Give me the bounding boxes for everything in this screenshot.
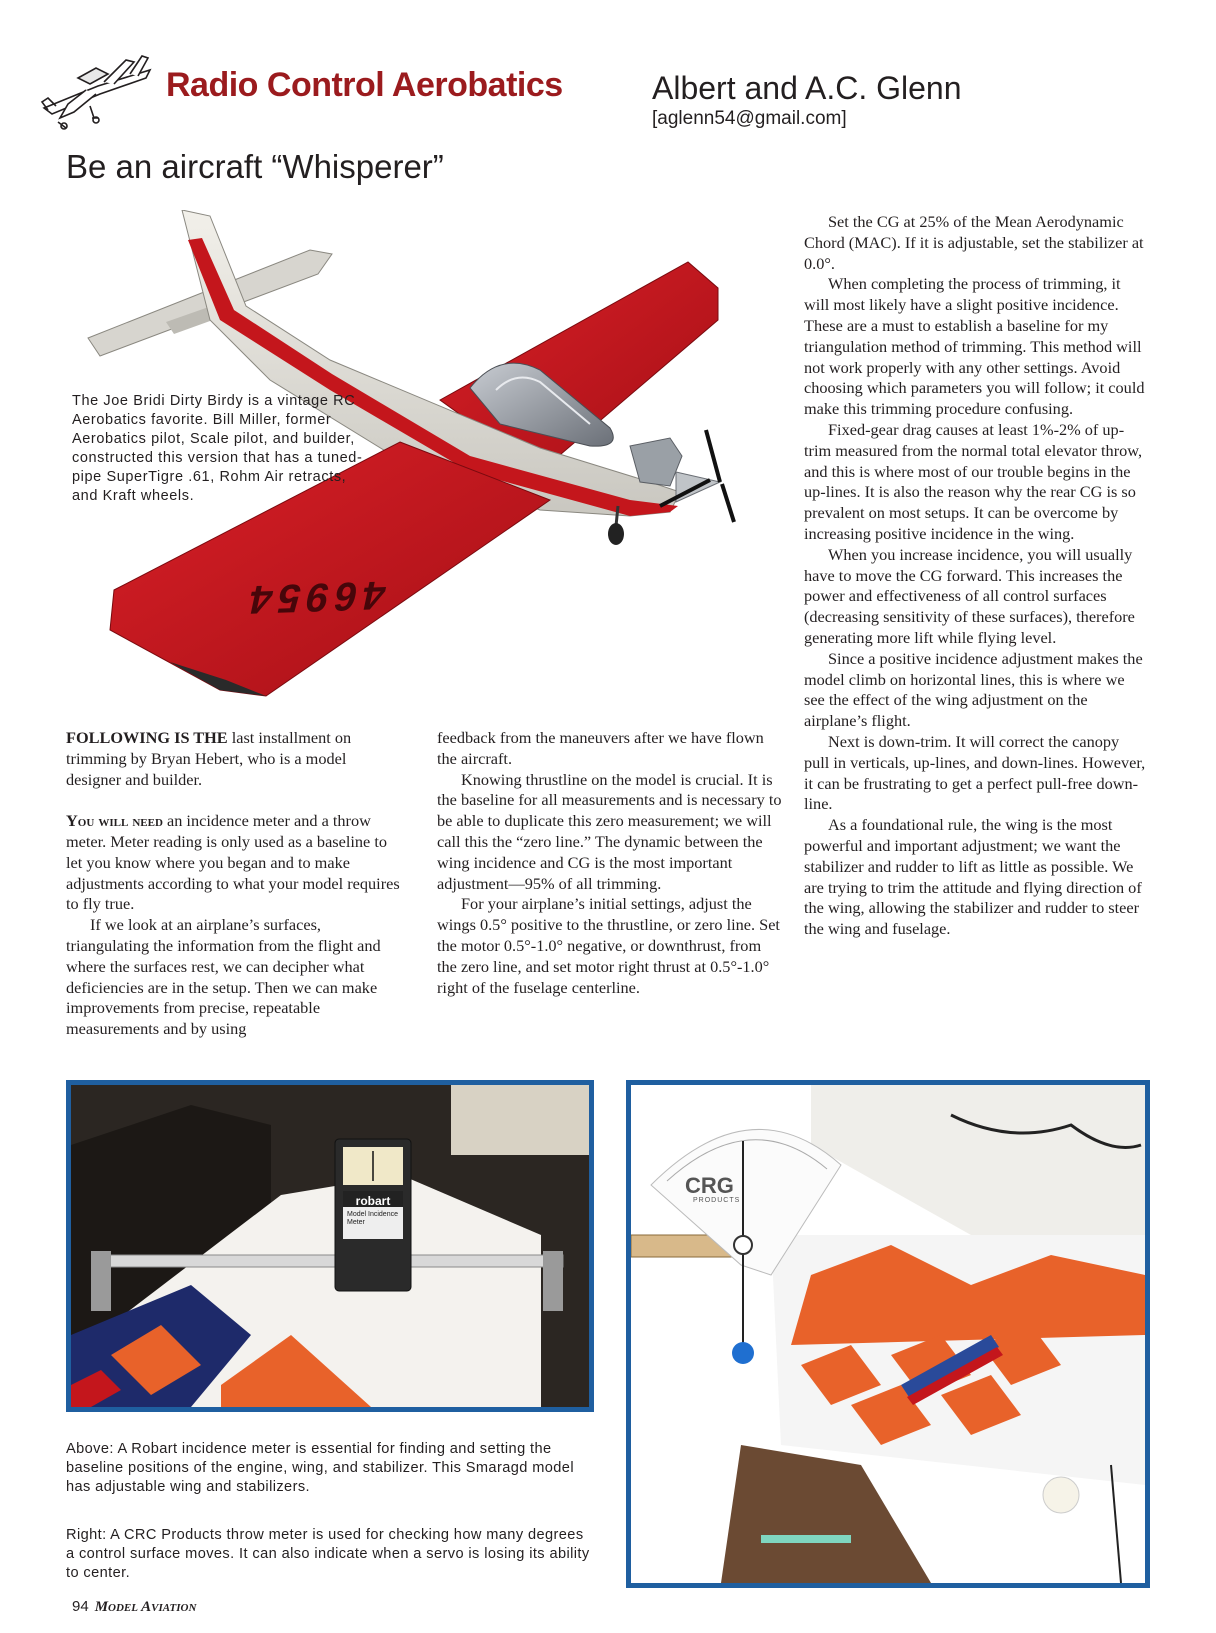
paragraph: If we look at an airplane’s surfaces, triangulating the information from the flight and where the surfaces rest, we can decipher what deficiencies are in the setup. Then we can make improvements from precise, repeatable measurements and by using: [66, 915, 381, 1039]
photo-caption-above: Above: A Robart incidence meter is essential for finding and setting the baseline positions of the engine, wing, and stabilizer. This Smaragd model has adjustable wing and stabilizers.: [66, 1441, 574, 1495]
paragraph: Next is down-trim. It will correct the canopy pull in verticals, up-lines, and down-lines. However, it can be frustrating to get a perfect pull-free down-line.: [804, 731, 1146, 814]
paragraph: For your airplane’s initial settings, adjust the wings 0.5° positive to the thrustline, or zero line. Set the motor 0.5°-1.0° negative, or downthrust, from the zero line, and set motor right thrust at 0.5°-1.0° right of the fuselage centerline.: [437, 894, 780, 997]
page-footer: [72, 1598, 196, 1616]
run-in-lead: FOLLOWING IS THE: [66, 728, 228, 747]
meter-brand-label: robart: [355, 1194, 391, 1208]
hero-photo-caption: The Joe Bridi Dirty Birdy is a vintage RC Aerobatics favorite. Bill Miller, former Aerobatics pilot, Scale pilot, and builder, constructed this version that has a tuned-pipe SuperTigre .61, Rohm Air retracts, and Kraft wheels.: [72, 393, 363, 504]
crc-throw-meter-photo: [626, 1080, 1150, 1588]
page-number: 94: [72, 1598, 89, 1615]
wing-tail-number: 46954: [239, 572, 390, 622]
paragraph: FOLLOWING IS THE last installment on trimming by Bryan Hebert, who is a model designer and builder.: [66, 728, 352, 789]
gauge-brand-label: CRG: [685, 1173, 734, 1198]
paragraph: Since a positive incidence adjustment makes the model climb on horizontal lines, this is where we see the effect of the wing adjustment on the airplane’s flight.: [804, 648, 1143, 731]
paragraph: Fixed-gear drag causes at least 1%-2% of up-trim measured from the normal total elevator throw, and this is where most of our trouble begins in the up-lines. It is also the reason why the rear CG is so prevalent on most setups. It can be overcome by increasing positive incidence in the wing.: [804, 419, 1143, 543]
photo-caption-right: Right: A CRC Products throw meter is used for checking how many degrees a control surface moves. It can also indicate when a servo is losing its ability to center.: [66, 1527, 590, 1581]
paragraph: Set the CG at 25% of the Mean Aerodynamic Chord (MAC). If it is adjustable, set the stabilizer at 0.0°.: [804, 212, 1144, 273]
magazine-name: Model Aviation: [94, 1599, 197, 1615]
gauge-sub-label: PRODUCTS: [693, 1197, 741, 1204]
robart-meter-photo: [66, 1080, 594, 1412]
meter-type-label: Model Incidence Meter: [347, 1211, 398, 1226]
throw-meter-image: [631, 1085, 1145, 1583]
paragraph: feedback from the maneuvers after we have flown the aircraft.: [437, 728, 764, 768]
author-names: Albert and A.C. Glenn: [652, 70, 962, 106]
paragraph: You will need an incidence meter and a throw meter. Meter reading is only used as a baseline to let you know where you began and to make adjustments according to what your model requires to fly true.: [66, 811, 400, 914]
article-column-2: [437, 728, 782, 998]
robart-meter-image: [71, 1085, 589, 1407]
article-column-1: [66, 728, 404, 1040]
article-headline: Be an aircraft “Whisperer”: [66, 148, 444, 185]
author-email[interactable]: [aglenn54@gmail.com]: [652, 108, 847, 129]
paragraph: Knowing thrustline on the model is crucial. It is the baseline for all measurements and is necessary to be able to duplicate this zero measurement; we will call this the “zero line.” The dynamic between the wing incidence and CG is the most important adjustment—95% of all trimming.: [437, 769, 782, 893]
article-column-3: [804, 212, 1148, 940]
rc-aerobatics-logo-icon: [38, 48, 156, 134]
paragraph: When completing the process of trimming, it will most likely have a slight positive incidence. These are a must to establish a baseline for my triangulation method of trimming. This method will not work properly with any other settings. Avoid choosing which parameters you will follow; it could make this trimming procedure confusing.: [804, 274, 1145, 419]
section-title: Radio Control Aerobatics: [166, 66, 563, 104]
paragraph: As a foundational rule, the wing is the most powerful and important adjustment; we want the stabilizer and rudder to lift as little as possible. We are trying to trim the attitude and flying direction of the wing, allowing the stabilizer and rudder to steer the wing and fuselage.: [804, 815, 1142, 939]
run-in-lead: You will need: [66, 811, 163, 831]
paragraph: When you increase incidence, you will usually have to move the CG forward. This increases the power and effectiveness of all control surfaces (decreasing sensitivity of these surfaces), therefore generating more lift while flying level.: [804, 544, 1135, 647]
